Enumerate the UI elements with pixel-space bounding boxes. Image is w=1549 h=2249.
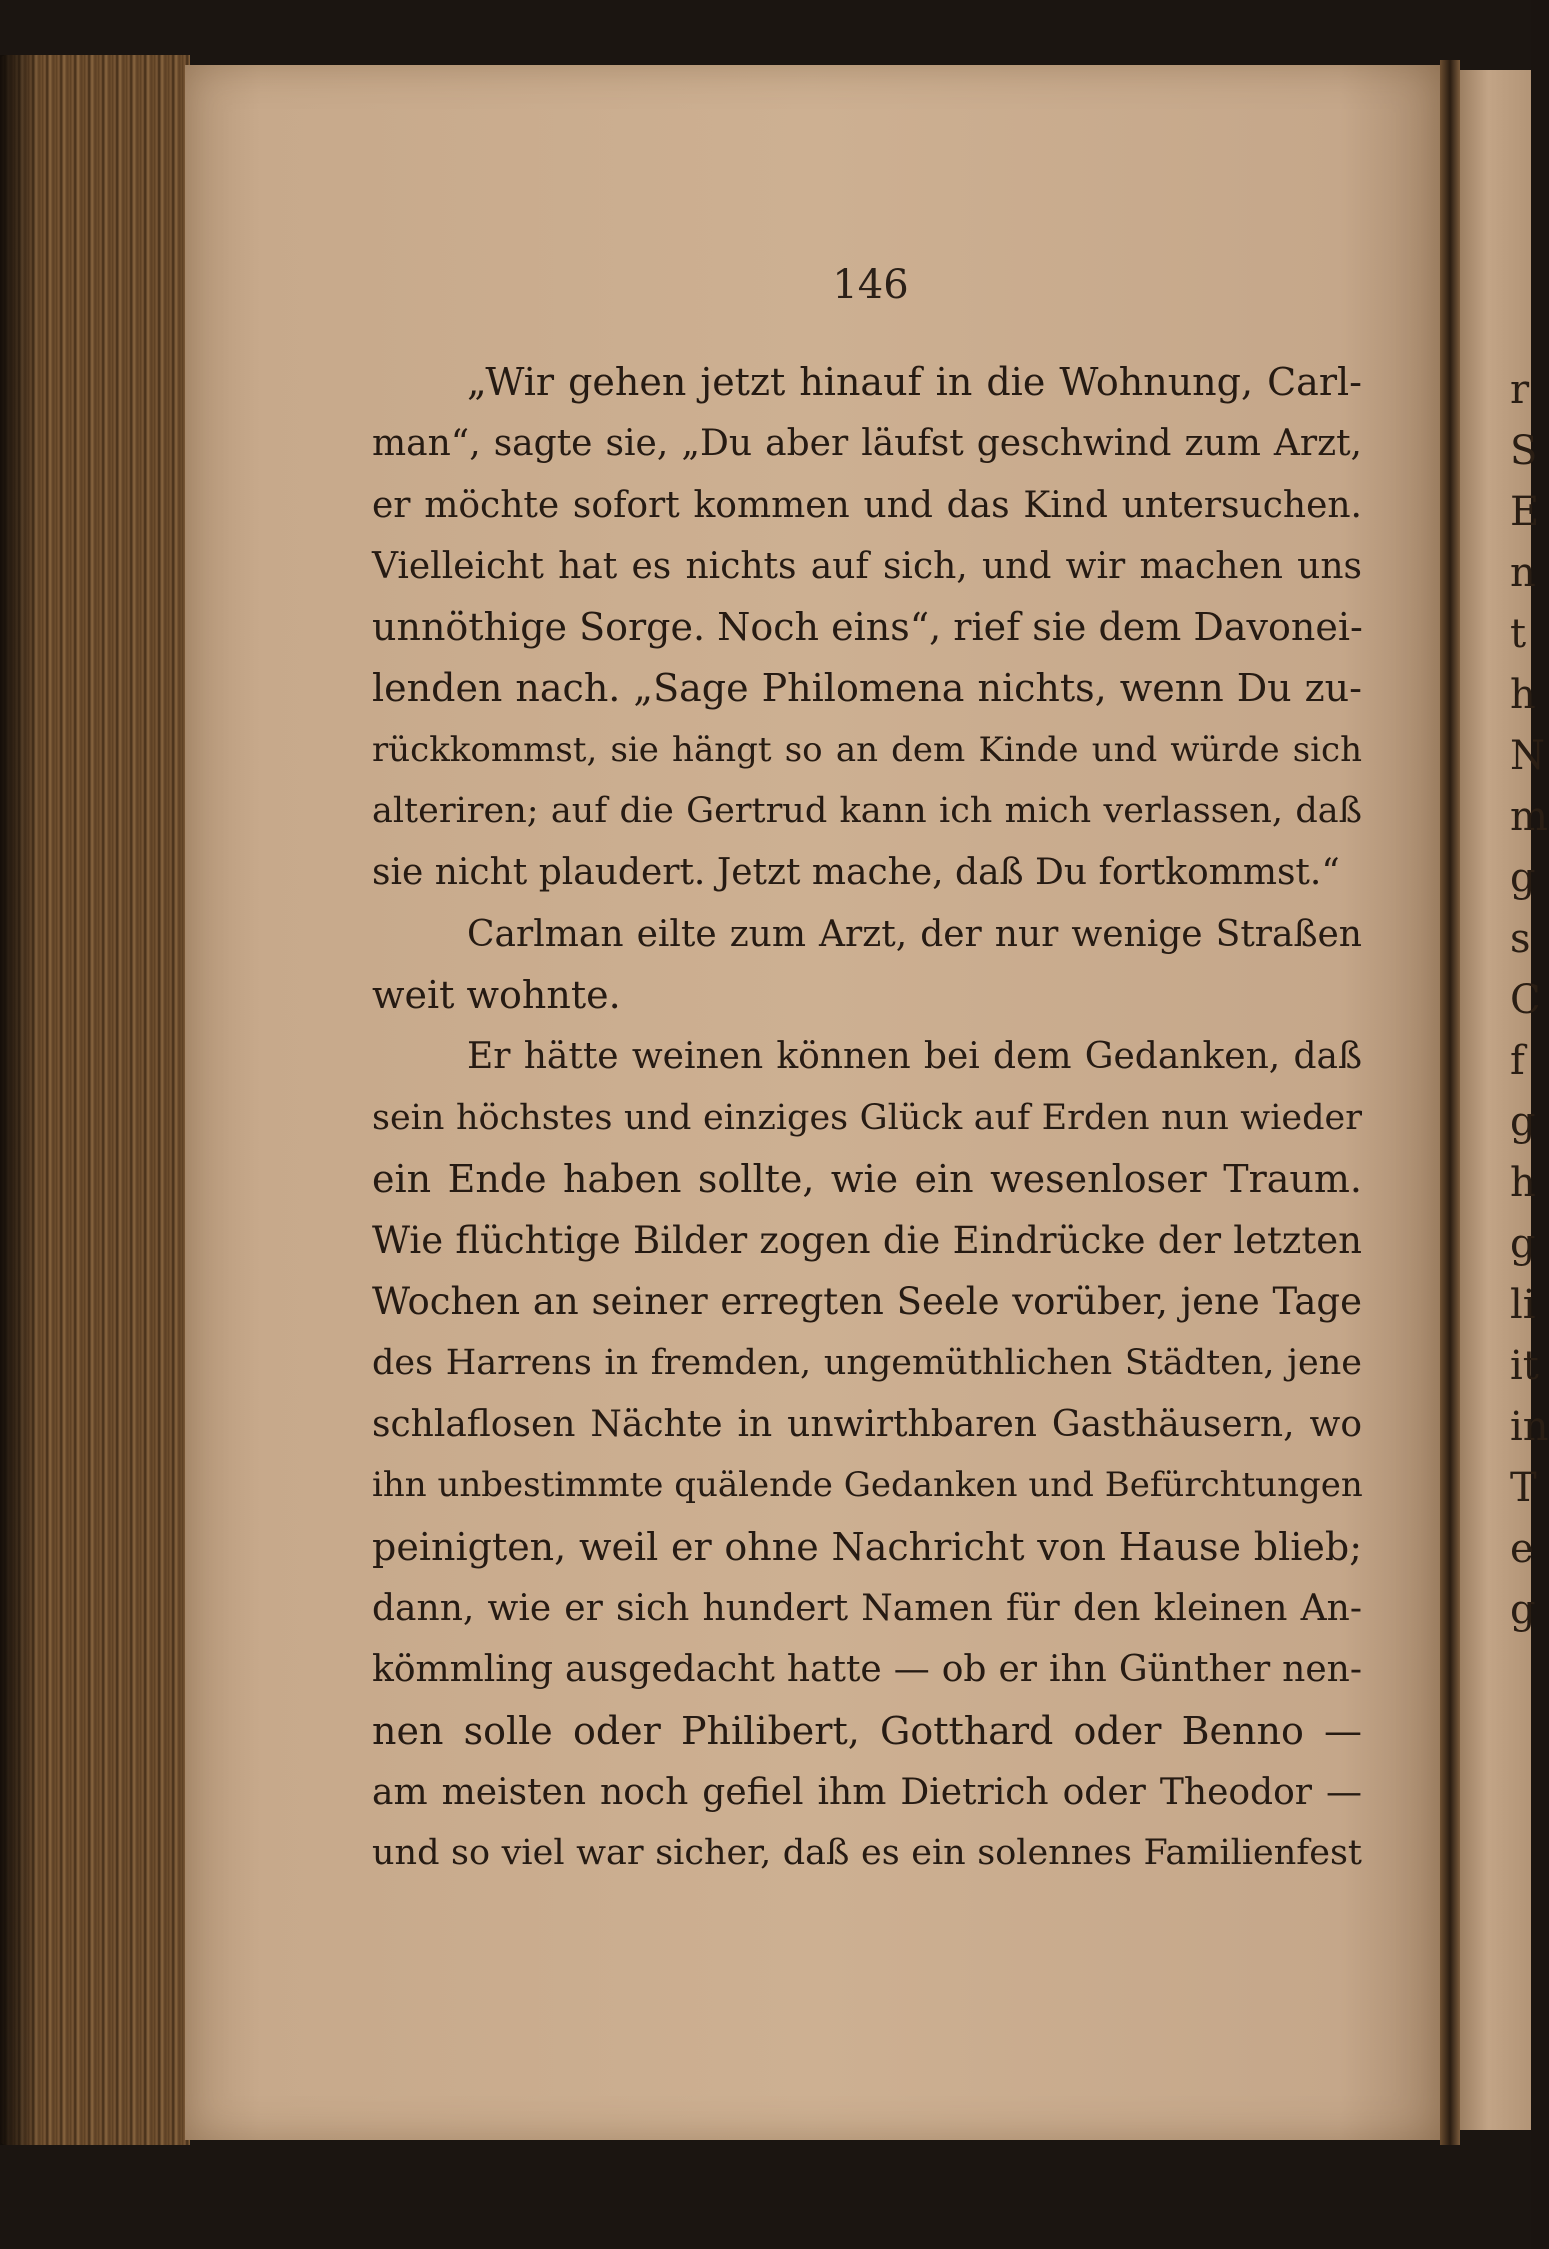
next-page-fragment: in (1510, 1404, 1549, 1450)
text-line: peinigten, weil er ohne Nachricht von Hause blieb; (372, 1524, 1362, 1569)
next-page-fragment: r (1510, 367, 1530, 413)
text-line: dann, wie er sich hundert Namen für den kleinen An- (372, 1587, 1362, 1629)
next-page-fragment: h (1510, 672, 1536, 718)
text-line: weit wohnte. (372, 972, 621, 1017)
text-line: sie nicht plaudert. Jetzt mache, daß Du fortkommst.“ (372, 852, 1340, 894)
text-line: alteriren; auf die Gertrud kann ich mich verlassen, daß (372, 791, 1362, 832)
text-line: „Wir gehen jetzt hinauf in die Wohnung, Carl- (467, 360, 1362, 404)
next-page-fragment: S (1510, 428, 1538, 474)
text-line: kömmling ausgedacht hatte — ob er ihn Günther nen- (372, 1649, 1362, 1691)
next-page-fragment: h (1510, 1160, 1536, 1206)
text-line: Carlman eilte zum Arzt, der nur wenige Straßen (467, 913, 1362, 955)
text-line: rückkommst, sie hängt so an dem Kinde und würde sich (372, 729, 1362, 770)
page-number: 146 (832, 262, 909, 308)
next-page-fragment: E (1510, 489, 1540, 535)
next-page-fragment: g (1510, 1099, 1536, 1145)
text-line: ein Ende haben sollte, wie ein wesenloser Traum. (372, 1156, 1362, 1201)
text-line: Wie flüchtige Bilder zogen die Eindrücke der letzten (372, 1219, 1362, 1263)
text-line: und so viel war sicher, daß es ein solennes Familienfest (372, 1833, 1362, 1874)
next-page-fragment: N (1510, 733, 1545, 779)
text-line: sein höchstes und einziges Glück auf Erden nun wieder (372, 1097, 1362, 1138)
next-page-fragment: m (1510, 794, 1548, 840)
next-page-fragment: g (1510, 1221, 1536, 1267)
next-page-fragment: it (1510, 1343, 1539, 1389)
text-line: ihn unbestimmte quälende Gedanken und Befürchtungen (372, 1465, 1363, 1506)
text-line: nen solle oder Philibert, Gotthard oder Benno — (372, 1708, 1362, 1753)
body-text (372, 352, 1362, 1884)
next-page-fragment: s (1510, 916, 1531, 962)
book-gutter (1440, 60, 1460, 2145)
next-page-fragment: g (1510, 855, 1536, 901)
text-line: Er hätte weinen können bei dem Gedanken, daß (467, 1036, 1362, 1078)
text-line: Wochen an seiner erregten Seele vorüber, jene Tage (372, 1280, 1362, 1324)
next-page-fragment: C (1510, 977, 1541, 1023)
next-page-fragment: e (1510, 1526, 1534, 1572)
next-page-fragment: T (1510, 1465, 1537, 1511)
text-line: er möchte sofort kommen und das Kind untersuchen. (372, 484, 1362, 526)
next-page-fragment: g (1510, 1587, 1536, 1633)
text-line: Vielleicht hat es nichts auf sich, und wir machen uns (372, 545, 1362, 587)
text-line: schlaflosen Nächte in unwirthbaren Gasthäusern, wo (372, 1404, 1362, 1446)
text-line: lenden nach. „Sage Philomena nichts, wenn Du zu- (372, 666, 1362, 711)
text-line: am meisten noch gefiel ihm Dietrich oder Theodor — (372, 1771, 1362, 1813)
next-page-fragment: li (1510, 1282, 1536, 1328)
text-line: unnöthige Sorge. Noch eins“, rief sie dem Davonei- (372, 605, 1363, 650)
text-line: man“, sagte sie, „Du aber läufst geschwind zum Arzt, (372, 423, 1362, 465)
next-page-fragments (1510, 360, 1549, 1660)
page-edges-shadow (0, 55, 40, 2145)
next-page-fragment: t (1510, 611, 1527, 657)
next-page-fragment: f (1510, 1038, 1525, 1084)
next-page-fragment: n (1510, 550, 1536, 596)
text-line: des Harrens in fremden, ungemüthlichen Städten, jene (372, 1342, 1362, 1383)
